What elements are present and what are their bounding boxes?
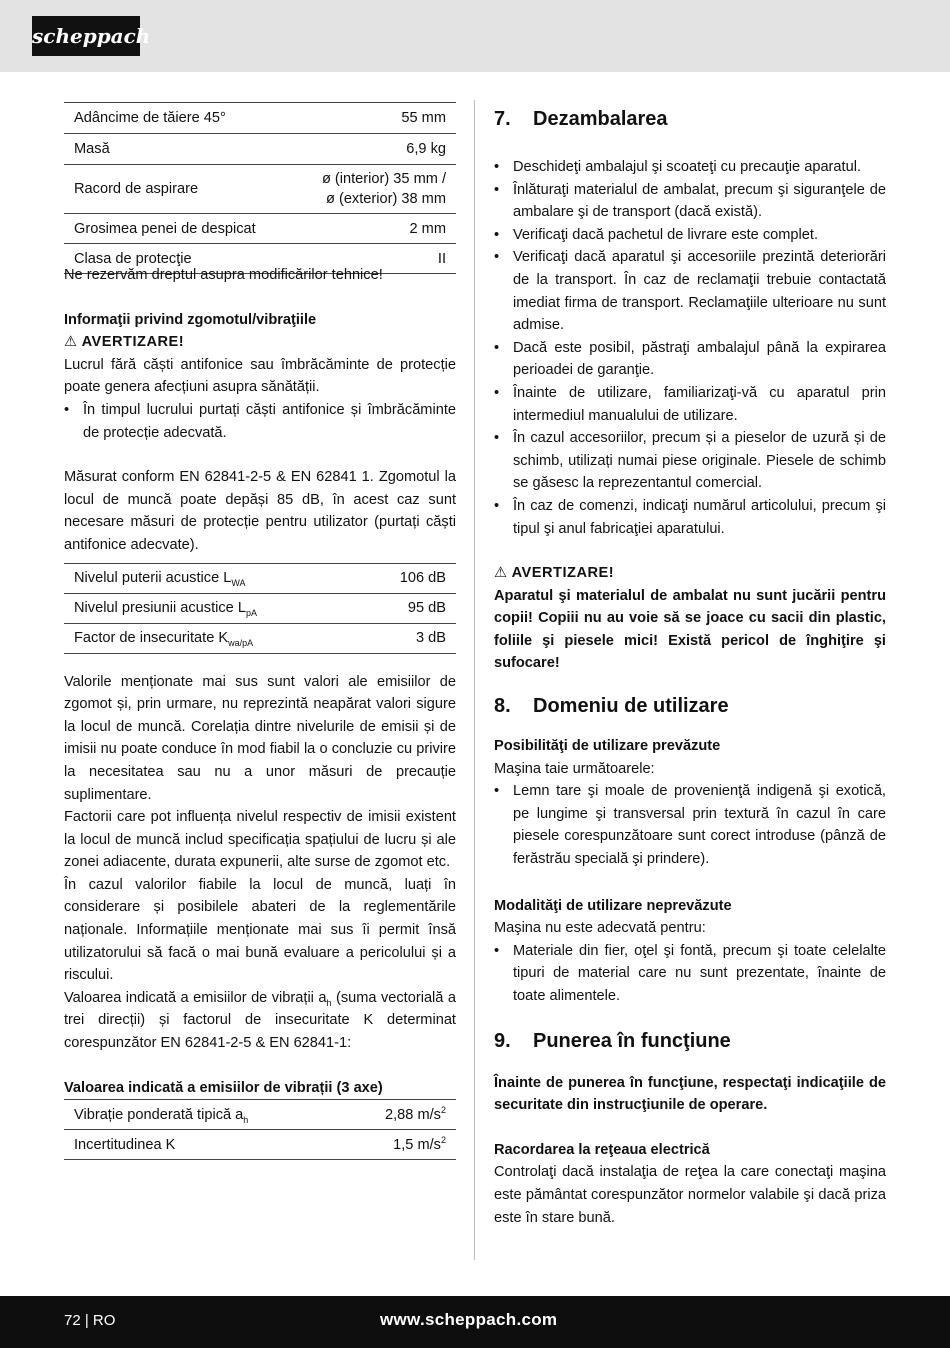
left-column xyxy=(64,102,456,1160)
spec-label: Grosimea penei de despicat xyxy=(74,220,256,237)
list-item: • În cazul accesoriilor, precum și a pieselor de uzură și de schimb, utilizați numai piese originale. Piesele de schimb se găsesc la reprezentantul comercial. xyxy=(494,427,886,495)
vibration-table xyxy=(64,1099,456,1160)
warning-heading xyxy=(64,331,456,354)
commissioning-note: Înainte de punerea în funcţiune, respectaţi indicaţiile de securitate din instrucţiunile de operare. xyxy=(494,1074,886,1114)
list-item: • Verificaţi dacă aparatul şi accesoriile prezintă deteriorări de la transport. În caz de reclamaţii trebuie contactată imediat firma de transport. Reclamaţiile ulterioare nu sunt admise. xyxy=(494,246,886,336)
table-row xyxy=(64,1100,456,1130)
spec-value: 2 mm xyxy=(409,220,446,237)
section-9-heading xyxy=(494,1026,886,1056)
vib-label-sub: h xyxy=(243,1114,249,1125)
noise-label xyxy=(64,593,360,623)
vib-value xyxy=(341,1100,456,1130)
noise-bullet-list xyxy=(64,399,456,444)
noise-label xyxy=(64,563,360,593)
section-number: 8. xyxy=(494,695,511,718)
emission-paragraph: În cazul valorilor fiabile la locul de muncă, luați în considerare și posibilele abateri de la reglementările naționale. Informațiile menționate mai sus îi permit însă utilizatorului să facă o mai bună evaluare a pericolului și a riscului. xyxy=(64,876,456,984)
section-7-heading xyxy=(494,104,886,134)
spec-value: 55 mm xyxy=(401,110,446,126)
warning-label: AVERTIZARE! xyxy=(511,565,615,582)
spec-value: II xyxy=(437,250,446,267)
technical-data-table xyxy=(64,102,456,274)
list-item: • În caz de comenzi, indicaţi numărul articolului, precum şi tipul şi anul fabricaţiei aparatului. xyxy=(494,495,886,540)
noise-value: 95 dB xyxy=(407,600,446,617)
section-title: Dezambalarea xyxy=(533,108,668,130)
website-url: www.scheppach.com xyxy=(380,1310,558,1329)
table-row xyxy=(64,593,456,623)
list-item: • Lemn tare şi moale de provenienţă indigenă şi exotică, pe lungime şi transversal prin textură în cazul în care piesele corespunzătoare sunt corect introduse (pânză de ferăstrău specială şi prindere). xyxy=(494,780,886,870)
spec-label: Racord de aspirare xyxy=(74,181,199,197)
warning-label: AVERTIZARE! xyxy=(81,334,185,351)
noise-label-sub: pA xyxy=(245,608,257,619)
table-row xyxy=(64,134,456,165)
vib-value-text: 2,88 m/s xyxy=(385,1106,441,1123)
warning-heading xyxy=(494,562,886,585)
table-row xyxy=(64,103,456,134)
footer-bar xyxy=(0,1296,950,1348)
section-8-heading xyxy=(494,691,886,721)
noise-warning-text: Lucrul fără căști antifonice sau îmbrăcăminte de protecție poate genera afecțiuni asupra sănătății. xyxy=(64,356,456,396)
header-bar xyxy=(0,0,950,72)
unpacking-list xyxy=(494,156,886,540)
vibration-text: (suma vectorială a trei direcții) și factorul de insecuritate K determinat corespunzător EN 62841-2-5 & EN 62841-1: xyxy=(64,989,456,1052)
spec-label: Adâncime de tăiere 45° xyxy=(74,110,226,126)
noise-label-text: Factor de insecuritate K xyxy=(74,630,229,647)
list-item: • Verificaţi dacă pachetul de livrare este complet. xyxy=(494,224,886,247)
list-item: • Dacă este posibil, păstraţi ambalajul până la expirarea perioadei de garanţie. xyxy=(494,337,886,382)
intended-use-heading: Posibilităţi de utilizare prevăzute xyxy=(494,738,721,755)
warning-triangle-icon: ⚠ xyxy=(494,565,508,582)
noise-label-text: Nivelul presiunii acustice L xyxy=(74,600,246,617)
section-number: 7. xyxy=(494,108,511,130)
noise-table xyxy=(64,563,456,654)
list-item: • Înainte de utilizare, familiarizaţi-vă cu aparatul prin intermediul manualului de utilizare. xyxy=(494,382,886,427)
mains-text: Controlaţi dacă instalaţia de reţea la care conectaţi maşina este pământat corespunzător normelor valabile şi dacă priza este în stare bună. xyxy=(494,1164,886,1226)
table-row xyxy=(64,1130,456,1160)
column-divider xyxy=(474,100,475,1260)
list-item: • Deschideţi ambalajul şi scoateţi cu precauţie aparatul. xyxy=(494,156,886,179)
spec-value xyxy=(293,165,456,214)
spec-value: 6,9 kg xyxy=(406,141,446,157)
mains-heading: Racordarea la reţeaua electrică xyxy=(494,1141,710,1158)
warning-text: Aparatul şi materialul de ambalat nu sunt jucării pentru copii! Copiii nu au voie să se joace cu sacii din plastic, foliile şi piesele mici! Există pericol de înghiţire şi sufocare! xyxy=(494,587,886,672)
unintended-use-list xyxy=(494,940,886,1008)
vib-label xyxy=(64,1100,341,1130)
table-row xyxy=(64,623,456,653)
noise-heading: Informaţii privind zgomotul/vibraţiile xyxy=(64,311,317,328)
vib-label-text: Vibrație ponderată tipică a xyxy=(74,1106,244,1123)
vib-value-sup: 2 xyxy=(440,1134,446,1145)
measured-text: Măsurat conform EN 62841-2-5 & EN 62841 1. Zgomotul la locul de muncă poate depăși 85 dB, în acest caz sunt necesare măsuri de protecție pentru utilizator (purtați căști antifonice adecvate). xyxy=(64,469,456,553)
spec-label: Clasa de protecţie xyxy=(74,250,192,267)
emission-paragraph: Valorile menționate mai sus sunt valori ale emisiilor de zgomot și, prin urmare, nu reprezintă neapărat valori sigure la locul de muncă. Corelația dintre nivelurile de emisii și de imisii nu poate conduce în mod fiabil la o concluzie cu privire la necesitatea sau nu a unor măsuri de precauție suplimentare. xyxy=(64,673,456,803)
page-number: 72 | RO xyxy=(64,1312,116,1329)
spec-value-line: ø (interior) 35 mm / xyxy=(321,171,446,187)
table-row xyxy=(64,563,456,593)
intended-use-intro: Maşina taie următoarele: xyxy=(494,760,655,777)
list-item: • Materiale din fier, oţel şi fontă, precum şi toate celelalte tipuri de material care nu sunt prezentate, înainte de toate alimentele. xyxy=(494,940,886,1008)
reserve-note: Ne rezervăm dreptul asupra modificărilor tehnice! xyxy=(64,267,383,283)
vibration-sub: h xyxy=(326,997,332,1008)
vib-value xyxy=(341,1130,456,1160)
noise-label xyxy=(64,623,360,653)
section-title: Punerea în funcţiune xyxy=(533,1029,731,1052)
noise-label-sub: WA xyxy=(231,578,246,589)
vib-value-sup: 2 xyxy=(440,1104,446,1115)
noise-label-sub: wa/pA xyxy=(228,638,254,649)
noise-value: 106 dB xyxy=(399,570,446,587)
list-item: • Înlăturaţi materialul de ambalat, precum şi siguranţele de ambalare şi de transport (dacă există). xyxy=(494,179,886,224)
warning-triangle-icon: ⚠ xyxy=(64,334,78,351)
scheppach-logo: scheppach xyxy=(32,16,140,56)
section-title: Domeniu de utilizare xyxy=(533,695,729,718)
list-item: • În timpul lucrului purtați căști antifonice și îmbrăcăminte de protecție adecvată. xyxy=(64,399,456,444)
section-number: 9. xyxy=(494,1029,511,1052)
table-row xyxy=(64,165,456,214)
vibration-text: Valoarea indicată a emisiilor de vibrații a xyxy=(64,989,327,1006)
vibration-paragraph xyxy=(64,987,456,1055)
unintended-use-intro: Maşina nu este adecvată pentru: xyxy=(494,920,706,937)
right-column xyxy=(494,102,886,1229)
noise-value: 3 dB xyxy=(415,630,446,647)
unintended-use-heading: Modalităţi de utilizare neprevăzute xyxy=(494,897,732,914)
emission-paragraph: Factorii care pot influența nivelul respectiv de imisii existent la locul de muncă includ specificația spațiului de lucru și ale zonei adiacente, durata expunerii, alte surse de zgomot etc. xyxy=(64,809,456,871)
table-row xyxy=(64,214,456,244)
spec-label: Masă xyxy=(74,141,110,157)
vib-label: Incertitudinea K xyxy=(74,1136,176,1153)
vibration-heading: Valoarea indicată a emisiilor de vibrații (3 axe) xyxy=(64,1079,383,1096)
noise-label-text: Nivelul puterii acustice L xyxy=(74,570,232,587)
spec-value-line: ø (exterior) 38 mm xyxy=(325,191,446,207)
vib-value-text: 1,5 m/s xyxy=(393,1136,441,1153)
intended-use-list xyxy=(494,780,886,870)
